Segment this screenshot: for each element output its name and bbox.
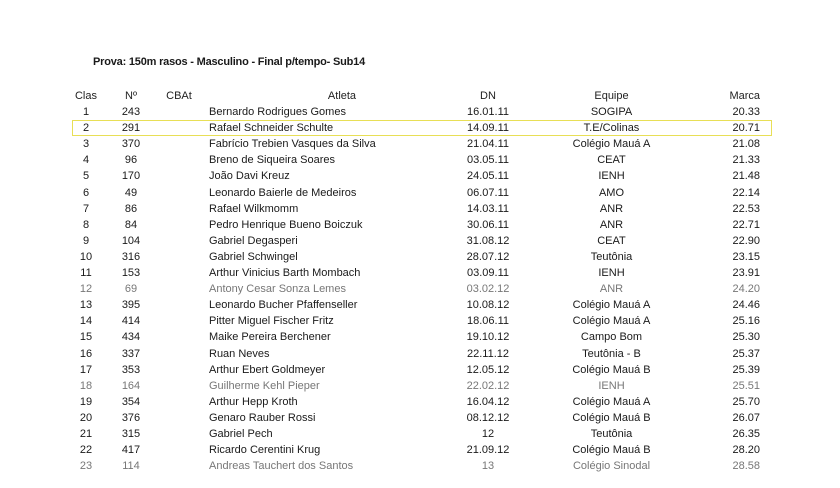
cell-atleta: Antony Cesar Sonza Lemes: [209, 283, 346, 296]
cell-equipe: SOGIPA: [590, 106, 633, 119]
table-row: [72, 104, 772, 120]
table-row: [72, 458, 772, 474]
cell-equipe: Colégio Mauá B: [572, 444, 651, 457]
header-atleta: Atleta: [327, 90, 357, 102]
cell-dn: 14.03.11: [466, 202, 509, 215]
cell-marca: 25.39: [732, 363, 760, 376]
cell-clas: 14: [79, 315, 93, 328]
cell-num: 315: [121, 427, 141, 440]
table-row: [72, 249, 772, 265]
cell-marca: 21.08: [732, 138, 760, 151]
table-row: [72, 362, 772, 378]
table-row: [72, 394, 772, 410]
cell-atleta: Genaro Rauber Rossi: [209, 411, 316, 424]
cell-num: 69: [124, 283, 138, 296]
table-row: [72, 120, 772, 136]
cell-marca: 25.51: [732, 379, 760, 392]
cell-dn: 06.07.11: [466, 186, 509, 199]
cell-num: 434: [121, 331, 141, 344]
cell-marca: 26.35: [732, 427, 760, 440]
cell-equipe: ANR: [599, 202, 624, 215]
cell-dn: 03.09.11: [466, 267, 509, 280]
cell-marca: 26.07: [732, 411, 760, 424]
cell-equipe: CEAT: [597, 154, 626, 167]
table-row: [72, 265, 772, 281]
cell-dn: 16.04.12: [466, 395, 510, 408]
cell-dn: 19.10.12: [466, 331, 510, 344]
cell-atleta: Breno de Siqueira Soares: [209, 154, 335, 167]
cell-dn: 12: [481, 427, 495, 440]
cell-dn: 12.05.12: [466, 363, 510, 376]
table-body: [72, 104, 772, 474]
cell-marca: 23.15: [732, 250, 760, 263]
cell-dn: 22.02.12: [466, 379, 510, 392]
cell-equipe: Colégio Mauá B: [572, 363, 651, 376]
cell-atleta: Pitter Miguel Fischer Fritz: [209, 315, 334, 328]
cell-num: 86: [124, 202, 138, 215]
cell-atleta: Fabrício Trebien Vasques da Silva: [209, 138, 376, 151]
table-row: [72, 281, 772, 297]
cell-marca: 25.37: [732, 347, 760, 360]
cell-clas: 2: [82, 122, 90, 135]
cell-num: 354: [121, 395, 141, 408]
cell-dn: 21.09.12: [466, 444, 510, 457]
cell-clas: 5: [82, 170, 90, 183]
cell-dn: 28.07.12: [466, 250, 510, 263]
cell-equipe: CEAT: [597, 234, 626, 247]
cell-marca: 20.33: [732, 106, 760, 119]
cell-marca: 25.16: [732, 315, 760, 328]
cell-equipe: IENH: [598, 170, 625, 183]
cell-marca: 21.33: [732, 154, 760, 167]
cell-dn: 03.02.12: [466, 283, 510, 296]
cell-atleta: Pedro Henrique Bueno Boiczuk: [209, 218, 363, 231]
cell-clas: 12: [79, 283, 93, 296]
table-row: [72, 297, 772, 313]
table-row: [72, 233, 772, 249]
table-row: [72, 152, 772, 168]
cell-marca: 20.71: [732, 122, 760, 135]
cell-equipe: Colégio Mauá A: [572, 395, 651, 408]
cell-equipe: ANR: [599, 218, 624, 231]
cell-num: 337: [121, 347, 141, 360]
cell-atleta: Rafael Schneider Schulte: [209, 122, 334, 135]
cell-num: 49: [124, 186, 138, 199]
cell-clas: 6: [82, 186, 90, 199]
cell-atleta: Arthur Vinicius Barth Mombach: [209, 267, 361, 280]
cell-clas: 1: [82, 106, 90, 119]
cell-equipe: ANR: [599, 283, 624, 296]
cell-num: 164: [121, 379, 141, 392]
cell-marca: 24.20: [732, 283, 760, 296]
cell-marca: 21.48: [732, 170, 760, 183]
cell-marca: 22.53: [732, 202, 760, 215]
cell-clas: 3: [82, 138, 90, 151]
cell-clas: 17: [79, 363, 93, 376]
cell-equipe: Teutônia - B: [582, 347, 641, 360]
table-row: [72, 217, 772, 233]
cell-clas: 20: [79, 411, 93, 424]
cell-clas: 22: [79, 444, 93, 457]
cell-atleta: Leonardo Bucher Pfaffenseller: [209, 299, 358, 312]
cell-dn: 14.09.11: [466, 122, 509, 135]
table-row: [72, 168, 772, 184]
cell-num: 353: [121, 363, 141, 376]
cell-atleta: Ricardo Cerentini Krug: [209, 444, 321, 457]
cell-num: 114: [122, 460, 140, 473]
table-row: [72, 185, 772, 201]
cell-marca: 28.58: [732, 460, 760, 473]
cell-num: 96: [124, 154, 138, 167]
cell-marca: 28.20: [732, 444, 760, 457]
cell-equipe: Colégio Mauá B: [572, 411, 651, 424]
cell-equipe: Colégio Sinodal: [572, 460, 651, 473]
header-marca: Marca: [729, 90, 760, 102]
cell-clas: 16: [79, 347, 93, 360]
table-row: [72, 378, 772, 394]
cell-equipe: Teutônia: [590, 250, 633, 263]
cell-num: 414: [121, 315, 141, 328]
cell-dn: 30.06.11: [466, 218, 509, 231]
cell-clas: 7: [82, 202, 90, 215]
table-row: [72, 442, 772, 458]
cell-atleta: Gabriel Degasperi: [209, 234, 298, 247]
table-row: [72, 410, 772, 426]
cell-dn: 31.08.12: [466, 234, 510, 247]
cell-clas: 15: [79, 331, 93, 344]
cell-atleta: Gabriel Schwingel: [209, 250, 298, 263]
cell-num: 291: [121, 122, 141, 135]
cell-atleta: João Davi Kreuz: [209, 170, 290, 183]
cell-clas: 11: [80, 267, 92, 280]
cell-dn: 18.06.11: [466, 315, 509, 328]
cell-equipe: T.E/Colinas: [583, 122, 640, 135]
cell-atleta: Maike Pereira Berchener: [209, 331, 331, 344]
cell-clas: 4: [82, 154, 90, 167]
cell-marca: 24.46: [732, 299, 760, 312]
cell-num: 104: [121, 234, 141, 247]
cell-dn: 13: [481, 460, 495, 473]
cell-clas: 8: [82, 218, 90, 231]
cell-atleta: Guilherme Kehl Pieper: [209, 379, 320, 392]
cell-clas: 21: [79, 427, 93, 440]
cell-marca: 22.90: [732, 234, 760, 247]
header-dn: DN: [480, 90, 496, 102]
cell-atleta: Ruan Neves: [209, 347, 270, 360]
cell-equipe: Colégio Mauá A: [572, 138, 651, 151]
cell-dn: 21.04.11: [466, 138, 509, 151]
table-row: [72, 313, 772, 329]
cell-dn: 22.11.12: [466, 347, 509, 360]
table-row: [72, 201, 772, 217]
cell-equipe: AMO: [598, 186, 625, 199]
cell-atleta: Leonardo Baierle de Medeiros: [209, 186, 357, 199]
cell-num: 417: [121, 444, 141, 457]
cell-marca: 22.14: [732, 186, 760, 199]
cell-num: 170: [121, 170, 141, 183]
cell-atleta: Arthur Ebert Goldmeyer: [209, 363, 326, 376]
table-row: [72, 329, 772, 345]
cell-marca: 22.71: [732, 218, 760, 231]
page-title: Prova: 150m rasos - Masculino - Final p/tempo- Sub14: [93, 56, 366, 68]
cell-atleta: Arthur Hepp Kroth: [209, 395, 298, 408]
cell-marca: 25.70: [732, 395, 760, 408]
cell-num: 370: [121, 138, 141, 151]
table-row: [72, 136, 772, 152]
cell-dn: 10.08.12: [466, 299, 510, 312]
cell-clas: 10: [79, 250, 93, 263]
cell-clas: 13: [79, 299, 93, 312]
cell-atleta: Rafael Wilkmomm: [209, 202, 299, 215]
cell-equipe: Colégio Mauá A: [572, 299, 651, 312]
header-equipe: Equipe: [594, 90, 629, 102]
table-header: [72, 88, 772, 104]
cell-equipe: Teutônia: [590, 427, 633, 440]
header-clas: Clas: [74, 90, 97, 102]
cell-num: 395: [121, 299, 141, 312]
cell-dn: 24.05.11: [466, 170, 509, 183]
cell-atleta: Gabriel Pech: [209, 427, 273, 440]
cell-dn: 16.01.11: [466, 106, 509, 119]
table-row: [72, 346, 772, 362]
cell-num: 316: [121, 250, 141, 263]
cell-marca: 23.91: [732, 267, 760, 280]
cell-clas: 19: [79, 395, 93, 408]
cell-atleta: Bernardo Rodrigues Gomes: [209, 106, 346, 119]
cell-equipe: IENH: [598, 379, 625, 392]
cell-dn: 08.12.12: [466, 411, 510, 424]
cell-equipe: Campo Bom: [580, 331, 643, 344]
cell-equipe: Colégio Mauá A: [572, 315, 651, 328]
cell-equipe: IENH: [598, 267, 625, 280]
cell-marca: 25.30: [732, 331, 760, 344]
cell-clas: 18: [79, 379, 93, 392]
cell-num: 376: [121, 411, 141, 424]
header-cbat: CBAt: [166, 90, 192, 102]
cell-num: 84: [124, 218, 138, 231]
cell-num: 153: [121, 267, 141, 280]
cell-num: 243: [121, 106, 141, 119]
header-num: Nº: [125, 90, 137, 102]
table-row: [72, 426, 772, 442]
cell-dn: 03.05.11: [466, 154, 509, 167]
results-table: [72, 88, 772, 474]
cell-clas: 23: [79, 460, 93, 473]
cell-clas: 9: [82, 234, 90, 247]
cell-atleta: Andreas Tauchert dos Santos: [209, 460, 354, 473]
